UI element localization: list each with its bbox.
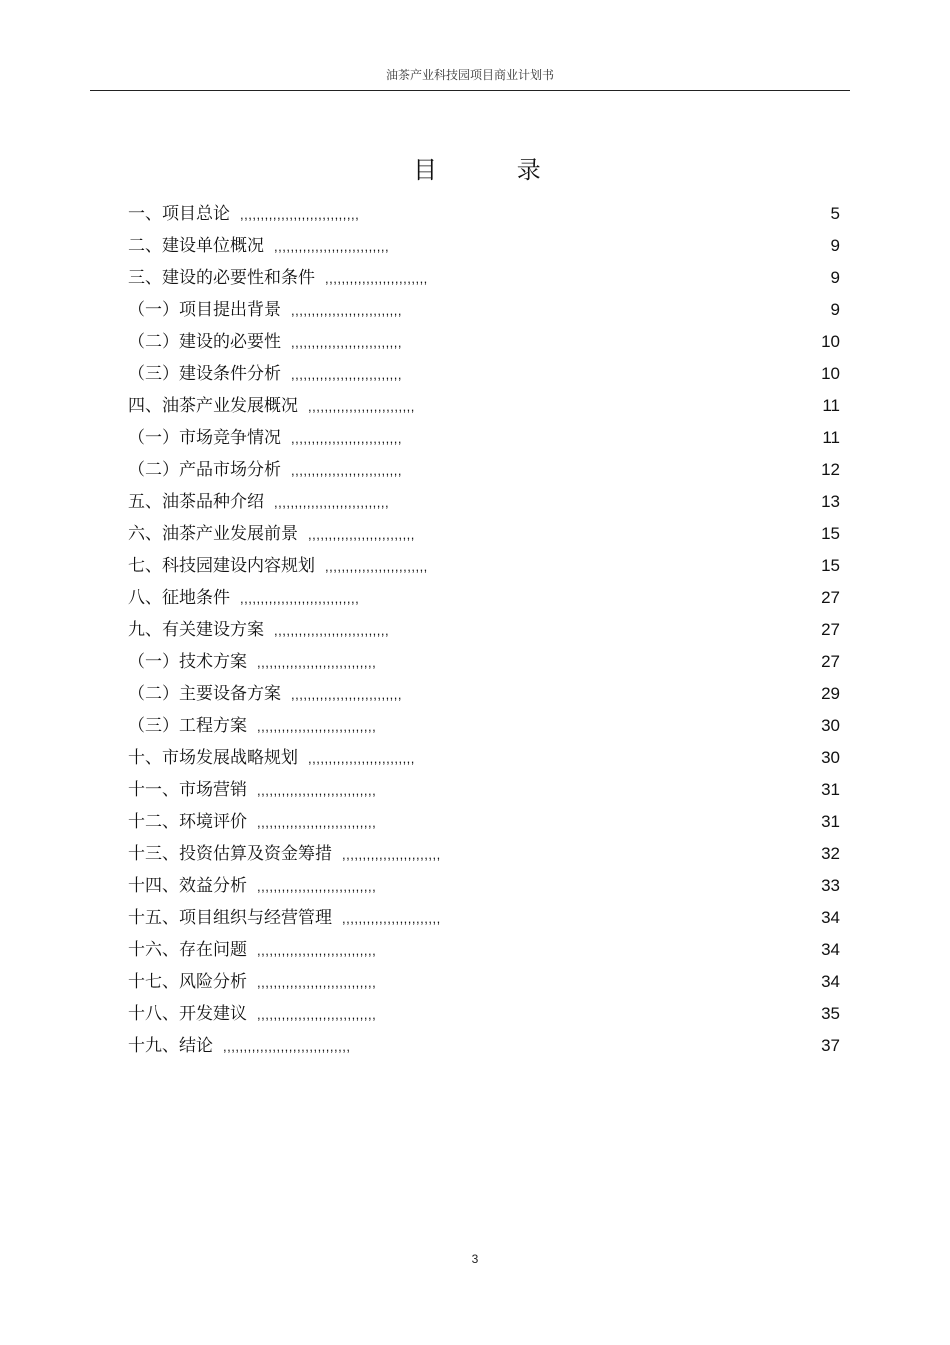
toc-entry[interactable] [128,326,840,358]
toc-entry-label: 十三、投资估算及资金筹措 [128,844,332,864]
toc-leader-dots: ,,,,,,,,,,,,,,,,,,,,,,,,,,,,, [257,943,377,958]
toc-entry-page: 9 [830,236,840,255]
toc-entry[interactable] [128,614,840,646]
toc-entry[interactable] [128,390,840,422]
toc-leader-dots: ,,,,,,,,,,,,,,,,,,,,,,,, [342,847,441,862]
toc-leader-dots: ,,,,,,,,,,,,,,,,,,,,,,,,,,,,, [257,975,377,990]
toc-entry-label: 十二、环境评价 [128,812,247,832]
toc-entry-page: 12 [821,460,840,479]
toc-leader-dots: ,,,,,,,,,,,,,,,,,,,,,,,,,,,,, [240,591,360,606]
toc-entry-label: 五、油茶品种介绍 [128,492,264,512]
toc-entry-label: 四、油茶产业发展概况 [128,396,298,416]
toc-entry-label: （三）工程方案 [128,716,247,736]
toc-entry-label: 六、油茶产业发展前景 [128,524,298,544]
toc-entry-label: 十、市场发展战略规划 [128,748,298,768]
toc-entry[interactable] [128,774,840,806]
toc-entry-page: 10 [821,364,840,383]
toc-entry-label: 十五、项目组织与经营管理 [128,908,332,928]
table-of-contents [128,198,840,1062]
toc-entry-page: 27 [821,652,840,671]
toc-entry[interactable] [128,1030,840,1062]
toc-entry-page: 13 [821,492,840,511]
toc-entry[interactable] [128,710,840,742]
toc-entry[interactable] [128,838,840,870]
toc-entry[interactable] [128,646,840,678]
toc-entry-page: 9 [830,268,840,287]
toc-leader-dots: ,,,,,,,,,,,,,,,,,,,,,,,,,,,,, [240,207,360,222]
toc-entry-page: 29 [821,684,840,703]
page-number: 3 [471,1252,479,1266]
running-header: 油茶产业科技园项目商业计划书 [385,68,554,82]
toc-entry[interactable] [128,998,840,1030]
toc-leader-dots: ,,,,,,,,,,,,,,,,,,,,,,,,,,,,, [257,783,377,798]
toc-entry[interactable] [128,550,840,582]
toc-entry-label: 十七、风险分析 [128,972,247,992]
toc-entry-label: （三）建设条件分析 [128,364,281,384]
toc-leader-dots: ,,,,,,,,,,,,,,,,,,,,,,,,,,,, [274,623,390,638]
toc-entry[interactable] [128,262,840,294]
toc-entry-label: 十六、存在问题 [128,940,247,960]
toc-entry[interactable] [128,582,840,614]
toc-entry-label: 十九、结论 [128,1036,213,1056]
toc-entry[interactable] [128,486,840,518]
toc-entry-page: 33 [821,876,840,895]
toc-entry-page: 31 [821,780,840,799]
toc-entry[interactable] [128,902,840,934]
toc-entry[interactable] [128,454,840,486]
toc-entry[interactable] [128,518,840,550]
toc-entry-page: 27 [821,620,840,639]
toc-leader-dots: ,,,,,,,,,,,,,,,,,,,,,,,,, [325,559,428,574]
toc-entry-label: （一）技术方案 [128,652,247,672]
toc-leader-dots: ,,,,,,,,,,,,,,,,,,,,,,,,,,,, [274,495,390,510]
toc-entry-page: 32 [821,844,840,863]
toc-entry-page: 11 [822,396,840,415]
toc-leader-dots: ,,,,,,,,,,,,,,,,,,,,,,,,, [325,271,428,286]
toc-entry-page: 30 [821,748,840,767]
toc-entry[interactable] [128,966,840,998]
toc-entry-page: 15 [821,524,840,543]
toc-leader-dots: ,,,,,,,,,,,,,,,,,,,,,,,,,,,,, [257,655,377,670]
toc-entry-page: 30 [821,716,840,735]
toc-title: 目 录 [413,156,577,184]
toc-entry[interactable] [128,934,840,966]
toc-entry[interactable] [128,742,840,774]
toc-entry-label: 十一、市场营销 [128,780,247,800]
toc-entry-label: 一、项目总论 [128,204,230,224]
toc-leader-dots: ,,,,,,,,,,,,,,,,,,,,,,,,,, [308,751,415,766]
toc-leader-dots: ,,,,,,,,,,,,,,,,,,,,,,,,,,,,, [257,719,377,734]
toc-entry-label: 三、建设的必要性和条件 [128,268,315,288]
toc-leader-dots: ,,,,,,,,,,,,,,,,,,,,,,,,,,,,, [257,1007,377,1022]
toc-entry-page: 37 [821,1036,840,1055]
toc-entry[interactable] [128,678,840,710]
toc-entry-label: 十四、效益分析 [128,876,247,896]
toc-entry[interactable] [128,870,840,902]
toc-entry-label: 二、建设单位概况 [128,236,264,256]
toc-entry-page: 31 [821,812,840,831]
toc-entry-label: 七、科技园建设内容规划 [128,556,315,576]
toc-leader-dots: ,,,,,,,,,,,,,,,,,,,,,,,,,,, [291,303,403,318]
toc-entry-label: （二）建设的必要性 [128,332,281,352]
toc-entry-page: 10 [821,332,840,351]
toc-entry-page: 15 [821,556,840,575]
toc-leader-dots: ,,,,,,,,,,,,,,,,,,,,,,,,,,,,, [257,879,377,894]
toc-entry[interactable] [128,198,840,230]
toc-leader-dots: ,,,,,,,,,,,,,,,,,,,,,,,,,,, [291,463,403,478]
toc-entry-page: 5 [830,204,840,223]
toc-entry-label: （一）项目提出背景 [128,300,281,320]
toc-entry-label: 十八、开发建议 [128,1004,247,1024]
toc-entry[interactable] [128,230,840,262]
toc-leader-dots: ,,,,,,,,,,,,,,,,,,,,,,,,,,,,, [257,815,377,830]
toc-leader-dots: ,,,,,,,,,,,,,,,,,,,,,,,, [342,911,441,926]
toc-leader-dots: ,,,,,,,,,,,,,,,,,,,,,,,,,,, [291,431,403,446]
toc-entry-label: （二）产品市场分析 [128,460,281,480]
toc-entry[interactable] [128,294,840,326]
toc-entry-page: 35 [821,1004,840,1023]
toc-entry-page: 34 [821,972,840,991]
toc-entry[interactable] [128,806,840,838]
toc-entry-label: 八、征地条件 [128,588,230,608]
toc-entry[interactable] [128,358,840,390]
toc-entry[interactable] [128,422,840,454]
toc-entry-page: 27 [821,588,840,607]
toc-leader-dots: ,,,,,,,,,,,,,,,,,,,,,,,,,,,,,,, [223,1039,351,1054]
toc-leader-dots: ,,,,,,,,,,,,,,,,,,,,,,,,,, [308,399,415,414]
toc-entry-page: 11 [822,428,840,447]
toc-entry-page: 34 [821,940,840,959]
toc-entry-label: 九、有关建设方案 [128,620,264,640]
toc-entry-page: 9 [830,300,840,319]
toc-leader-dots: ,,,,,,,,,,,,,,,,,,,,,,,,,, [308,527,415,542]
toc-entry-label: （二）主要设备方案 [128,684,281,704]
toc-leader-dots: ,,,,,,,,,,,,,,,,,,,,,,,,,,, [291,335,403,350]
toc-leader-dots: ,,,,,,,,,,,,,,,,,,,,,,,,,,,, [274,239,390,254]
toc-leader-dots: ,,,,,,,,,,,,,,,,,,,,,,,,,,, [291,367,403,382]
toc-entry-label: （一）市场竞争情况 [128,428,281,448]
toc-entry-page: 34 [821,908,840,927]
toc-leader-dots: ,,,,,,,,,,,,,,,,,,,,,,,,,,, [291,687,403,702]
header-divider [90,90,850,91]
